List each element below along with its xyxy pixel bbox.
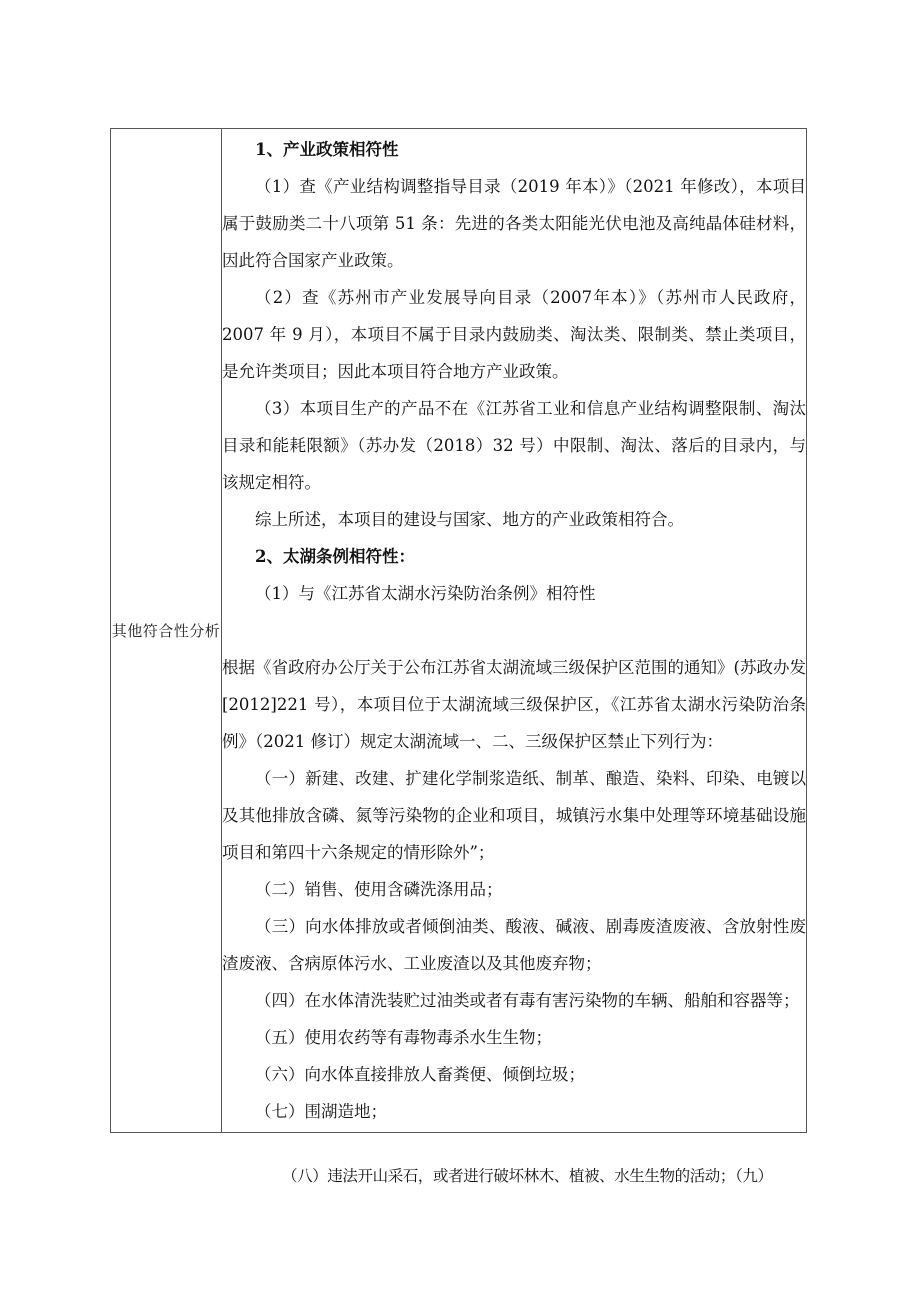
paragraph-prohibition-3: （三）向水体排放或者倾倒油类、酸液、碱液、剧毒废渣废液、含放射性废渣废液、含病原体污水、工业废渣以及其他废弃物； xyxy=(222,917,806,973)
paragraph-taihu-item-1: （1）与《江苏省太湖水污染防治条例》相符性 xyxy=(255,584,596,603)
paragraph-prohibition-6: （六）向水体直接排放人畜粪便、倾倒垃圾； xyxy=(255,1065,585,1084)
paragraph-prohibition-5: （五）使用农药等有毒物毒杀水生生物； xyxy=(255,1028,552,1047)
paragraph-summary-policy: 综上所述，本项目的建设与国家、地方的产业政策相符合。 xyxy=(255,510,684,529)
heading-taihu-regulation: 2、太湖条例相符性： xyxy=(255,547,415,566)
paragraph-prohibition-8-continued: （八）违法开山采石，或者进行破坏林木、植被、水生生物的活动；（九） xyxy=(282,1167,773,1185)
compliance-analysis-table xyxy=(110,128,807,1133)
heading-industrial-policy: 1、产业政策相符性 xyxy=(255,140,399,159)
row-label-other-compliance-analysis: 其他符合性分析 xyxy=(111,129,222,1133)
paragraph-prohibition-2: （二）销售、使用含磷洗涤用品； xyxy=(255,880,503,899)
compliance-content-cell xyxy=(222,129,807,1133)
paragraph-prohibition-4: （四）在水体清洗装贮过油类或者有毒有害污染物的车辆、船舶和容器等； xyxy=(255,991,800,1010)
paragraph-suzhou-guide-2007: （2）查《苏州市产业发展导向目录（2007年本）》（苏州市人民政府，2007 年 9 月），本项目不属于目录内鼓励类、淘汰类、限制类、禁止类项目，是允许类项目；因此本项目符合地方产业政策。 xyxy=(222,288,806,381)
compliance-body-text xyxy=(222,131,806,1130)
table-row xyxy=(111,129,807,1133)
paragraph-jiangsu-restricted-catalogue: （3）本项目生产的产品不在《江苏省工业和信息产业结构调整限制、淘汰目录和能耗限额》（苏办发（2018）32 号）中限制、淘汰、落后的目录内，与该规定相符。 xyxy=(222,399,806,492)
paragraph-prohibition-7: （七）围湖造地； xyxy=(255,1102,387,1121)
paragraph-prohibition-1: （一）新建、改建、扩建化学制浆造纸、制革、酿造、染料、印染、电镀以及其他排放含磷、氮等污染物的企业和项目，城镇污水集中处理等环境基础设施项目和第四十六条规定的情形除外”； xyxy=(222,769,806,862)
paragraph-taihu-notice: 根据《省政府办公厅关于公布江苏省太湖流域三级保护区范围的通知》(苏政办发[2012]221 号），本项目位于太湖流域三级保护区，《江苏省太湖水污染防治条例》（2021 修订）规定太湖流域一、二、三级保护区禁止下列行为： xyxy=(222,658,806,751)
paragraph-catalogue-2019: （1）查《产业结构调整指导目录（2019 年本）》（2021 年修改），本项目属于鼓励类二十八项第 51 条：先进的各类太阳能光伏电池及高纯晶体硅材料，因此符合国家产业政策。 xyxy=(222,177,806,270)
